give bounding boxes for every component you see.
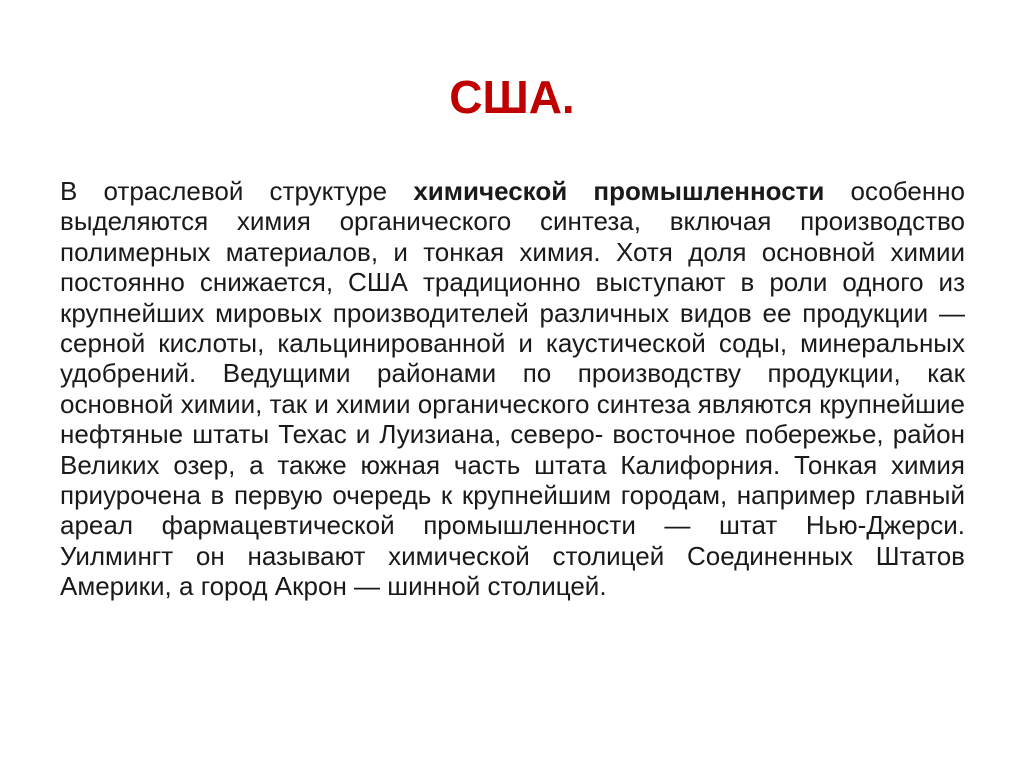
- slide-title: США.: [449, 71, 575, 123]
- body-paragraph: [60, 176, 965, 602]
- paragraph-rest: особенно выделяются химия органического синтеза, включая производство полимерных материалов, и тонкая химия. Хотя доля основной химии постоянно снижается, США традиционно выступают в роли одного из крупнейших мировых производителей различных видов ее продукции — серной кислоты, кальцинированной и каустической соды, минеральных удобрений. Ведущими районами по производству продукции, как основной химии, так и химии органического синтеза являются крупнейшие нефтяные штаты Техас и Луизиана, северо- восточное побережье, район Великих озер, а также южная часть штата Калифорния. Тонкая химия приурочена в первую очередь к крупнейшим городам, например главный ареал фармацевтической промышленности — штат Нью-Джерси. Уилмингт он называют химической столицей Соединенных Штатов Америки, а город Акрон — шинной столицей.: [60, 176, 966, 602]
- paragraph-intro: В отраслевой структуре: [60, 176, 414, 206]
- paragraph-emphasis: химической промышленности: [413, 176, 825, 206]
